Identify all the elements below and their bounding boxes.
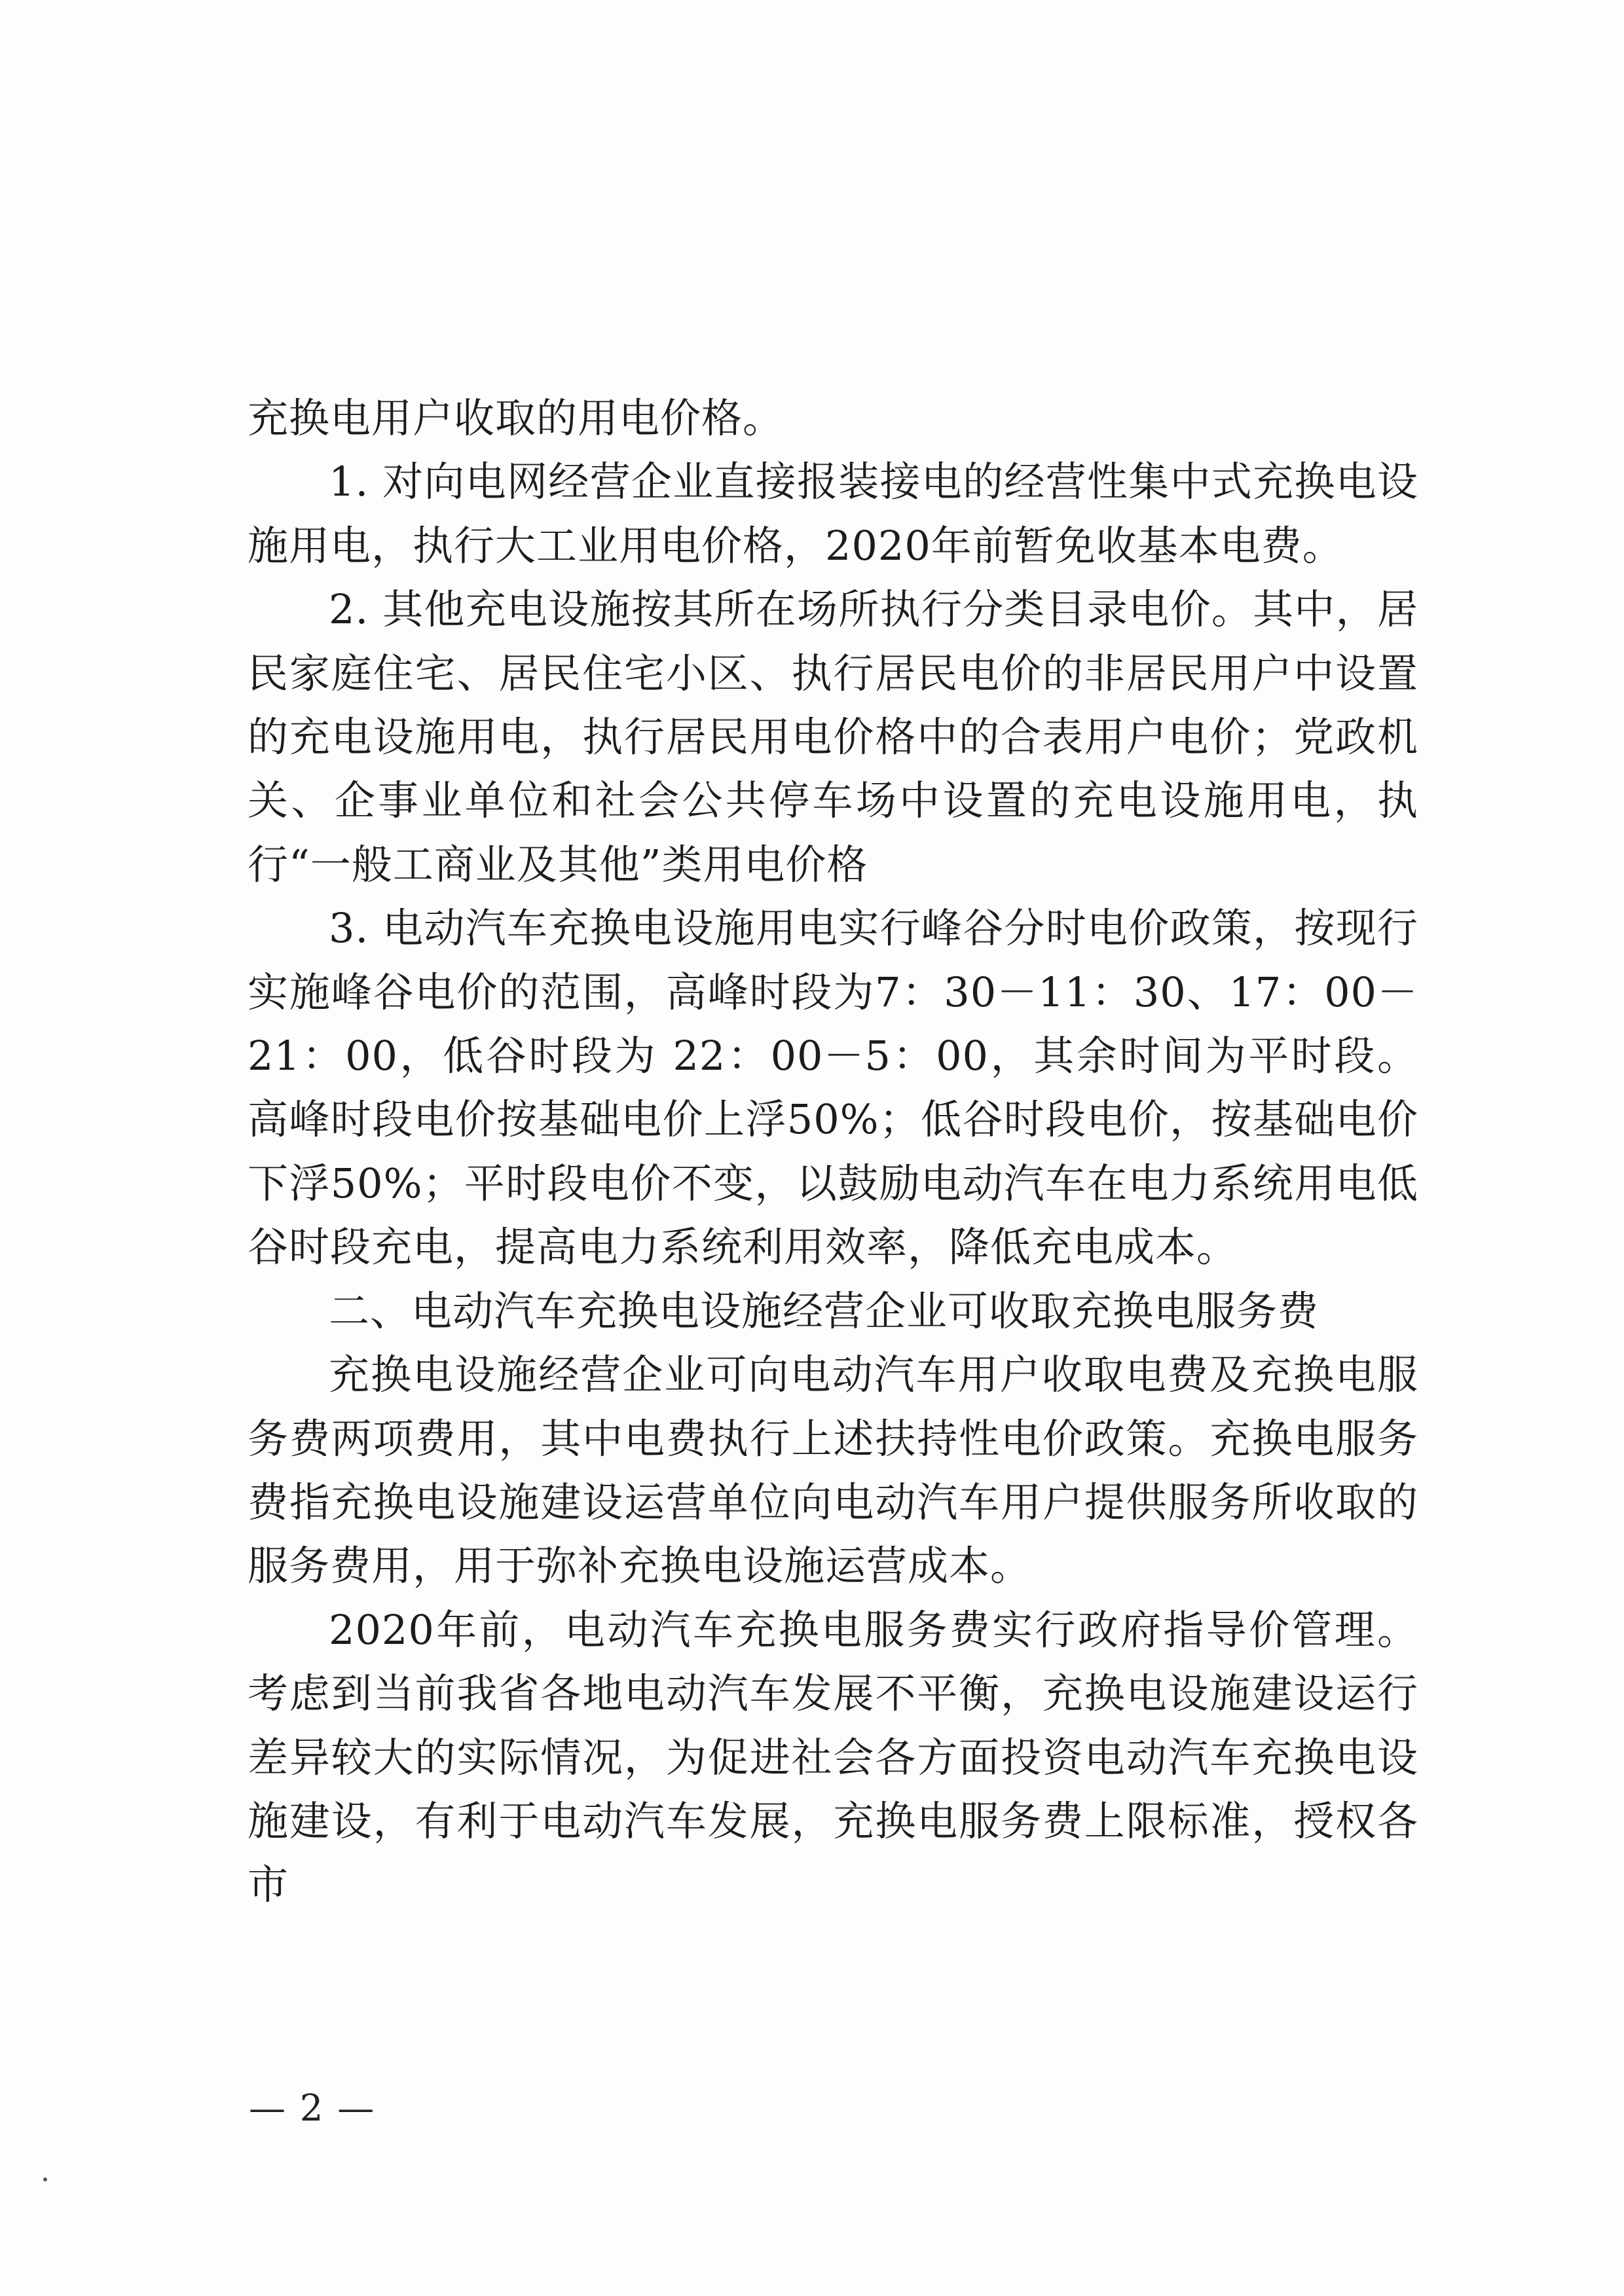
paragraph-item-1: 1. 对向电网经营企业直接报装接电的经营性集中式充换电设施用电，执行大工业用电价格，2020年前暂免收基本电费。 [248,458,1418,570]
paragraph-item-2: 2. 其他充电设施按其所在场所执行分类目录电价。其中，居民家庭住宅、居民住宅小区、执行居民电价的非居民用户中设置的充电设施用电，执行居民用电价格中的合表用户电价；党政机关、企事业单位和社会公共停车场中设置的充电设施用电，执行“一般工商业及其他”类用电价格 [248,585,1418,888]
paragraph-item-3: 3. 电动汽车充换电设施用电实行峰谷分时电价政策，按现行实施峰谷电价的范围，高峰时段为7：30－11：30、17：00－21：00，低谷时段为 22：00－5：00，其余时间为平时段。高峰时段电价按基础电价上浮50%；低谷时段电价，按基础电价下浮50%；平时段电价不变，以鼓励电动汽车在电力系统用电低谷时段充电，提高电力系统利用效率，降低充电成本。 [248,904,1418,1271]
paragraph-continuation: 充换电用户收取的用电价格。 [248,394,784,442]
scan-speck [43,2178,47,2181]
page-number: — 2 — [249,2087,376,2130]
paragraph-guidance-price: 2020年前，电动汽车充换电服务费实行政府指导价管理。考虑到当前我省各地电动汽车发展不平衡，充换电设施建设运行差异较大的实际情况，为促进社会各方面投资电动汽车充换电设施建设，有利于电动汽车发展，充换电服务费上限标准，授权各市 [248,1605,1418,1909]
section-heading-2: 二、电动汽车充换电设施经营企业可收取充换电服务费 [329,1286,1320,1335]
paragraph-service-fee: 充换电设施经营企业可向电动汽车用户收取电费及充换电服务费两项费用，其中电费执行上述扶持性电价政策。充换电服务费指充换电设施建设运营单位向电动汽车用户提供服务所收取的服务费用，用于弥补充换电设施运营成本。 [248,1351,1418,1590]
body-text [248,386,1418,1917]
